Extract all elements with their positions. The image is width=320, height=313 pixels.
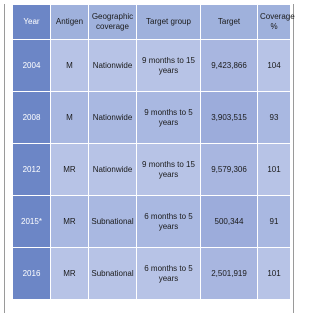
cell-geographic-coverage: Subnational [89, 248, 137, 300]
cell-target: 3,903,515 [201, 92, 258, 144]
cell-year: 2015* [13, 196, 51, 248]
cell-antigen: M [51, 40, 89, 92]
cell-target-group: 9 months to 5 years [137, 92, 201, 144]
cell-year: 2008 [13, 92, 51, 144]
cell-year: 2004 [13, 40, 51, 92]
cell-year: 2012 [13, 144, 51, 196]
header-target-group: Target group [137, 5, 201, 40]
header-year: Year [13, 5, 51, 40]
cell-coverage: 101 [258, 248, 291, 300]
table-row [13, 40, 291, 92]
table-header-row [13, 5, 291, 40]
cell-target: 2,501,919 [201, 248, 258, 300]
cell-antigen: MR [51, 196, 89, 248]
cell-target-group: 9 months to 15 years [137, 144, 201, 196]
cell-antigen: MR [51, 248, 89, 300]
cell-geographic-coverage: Nationwide [89, 144, 137, 196]
header-antigen: Antigen [51, 5, 89, 40]
cell-geographic-coverage: Nationwide [89, 40, 137, 92]
table-row [13, 248, 291, 300]
header-coverage: Coverage % [258, 5, 291, 40]
cell-coverage: 93 [258, 92, 291, 144]
cell-coverage: 101 [258, 144, 291, 196]
table-row [13, 196, 291, 248]
vaccination-campaign-table [12, 4, 295, 300]
cell-target-group: 9 months to 15 years [137, 40, 201, 92]
table-row [13, 92, 291, 144]
cell-target-group: 6 months to 5 years [137, 196, 201, 248]
cell-target: 9,423,866 [201, 40, 258, 92]
table-row [13, 144, 291, 196]
cell-target: 9,579,306 [201, 144, 258, 196]
cell-target: 500,344 [201, 196, 258, 248]
cell-geographic-coverage: Nationwide [89, 92, 137, 144]
header-geographic-coverage: Geographic coverage [89, 5, 137, 40]
cell-coverage: 91 [258, 196, 291, 248]
cell-antigen: M [51, 92, 89, 144]
cell-year: 2016 [13, 248, 51, 300]
cell-coverage: 104 [258, 40, 291, 92]
header-target: Target [201, 5, 258, 40]
cell-antigen: MR [51, 144, 89, 196]
cell-target-group: 6 months to 5 years [137, 248, 201, 300]
cell-geographic-coverage: Subnational [89, 196, 137, 248]
